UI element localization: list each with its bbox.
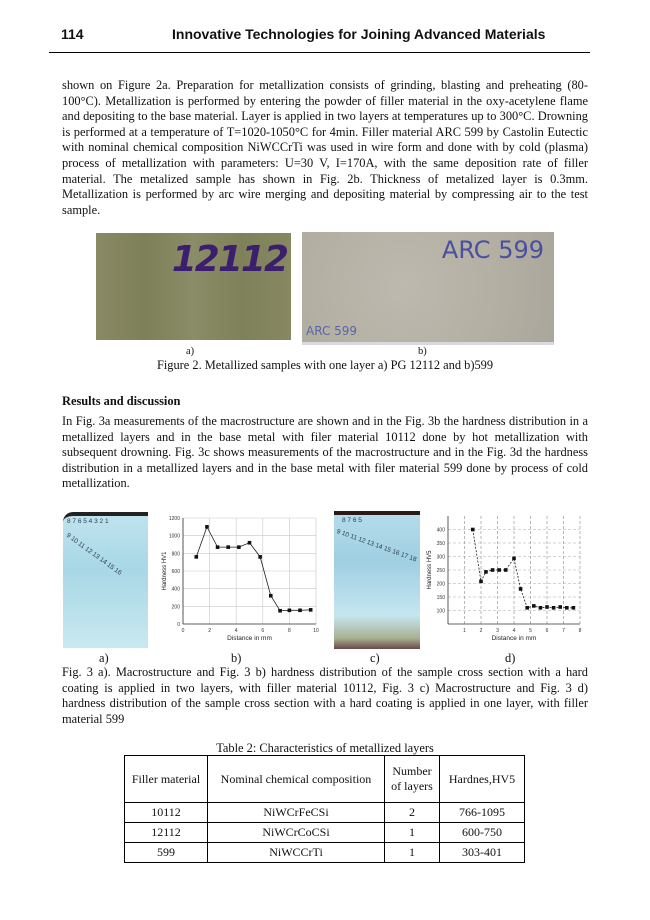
data-point — [545, 605, 549, 609]
table-cell: NiWCCrTi — [208, 843, 385, 863]
data-point — [309, 608, 313, 612]
figure-3-label-c: c) — [370, 651, 380, 665]
series-line — [473, 530, 574, 608]
table-cell: 303-401 — [440, 843, 525, 863]
data-point — [497, 568, 501, 572]
data-point — [558, 605, 562, 609]
table-cell: NiWCrCoCSi — [208, 823, 385, 843]
y-tick-label: 300 — [436, 554, 445, 561]
x-tick-label: 7 — [562, 628, 565, 634]
x-tick-label: 4 — [234, 628, 238, 634]
y-tick-label: 800 — [171, 551, 180, 558]
figure-2b-photo — [302, 232, 554, 345]
figure-3d-chart — [426, 512, 588, 640]
figure-3-label-b: b) — [231, 651, 242, 665]
body-paragraph-1: shown on Figure 2a. Preparation for metallization consists of grinding, blasting and preheating (80-100°C). Metallization is performed by entering the powder of filler material in the oxy-acetylene flame and depositing to the base material. Layer is applied in two layers at temperatures up to 300°C. Drowning is performed at a temperature of T=1020-1050°C for 4min. Filler material ARC 599 by Castolin Eutectic with nominal chemical composition NiWCCrTi was used in wire form and done with by cold (plasma) process of metallization with parameters: U=30 V, I=170A, with the same deposition rate of filler material. The metalized sample has shown in Fig. 2b. Thickness of metalized layer is 0.3mm. Metallization is performed by arc wire merging and depositing material by compressing air to the test sample. — [62, 78, 588, 217]
y-tick-label: 250 — [436, 568, 445, 574]
table-cell: 1 — [385, 843, 440, 863]
table-header-cell: Number of layers — [385, 756, 440, 803]
data-point — [532, 604, 536, 608]
data-point — [572, 606, 576, 610]
y-tick-label: 600 — [171, 569, 180, 575]
figure-3a-macrostructure — [63, 512, 148, 648]
x-tick-label: 5 — [529, 628, 532, 634]
data-point — [471, 528, 475, 532]
x-tick-label: 4 — [512, 628, 516, 634]
figure-3-label-d: d) — [505, 651, 516, 665]
data-point — [195, 555, 199, 559]
data-point — [205, 525, 209, 529]
table-row — [125, 843, 525, 863]
y-tick-label: 1000 — [168, 533, 180, 540]
x-tick-label: 2 — [479, 628, 483, 634]
photo-b-marking-top: ARC 599 — [441, 236, 544, 264]
x-tick-label: 6 — [261, 628, 265, 634]
data-point — [525, 606, 529, 610]
x-tick-label: 6 — [545, 628, 549, 634]
series-line — [196, 527, 310, 611]
y-tick-label: 400 — [171, 586, 180, 593]
data-point — [519, 587, 523, 591]
figure-2-label-a: a) — [186, 346, 195, 357]
table-header-row — [125, 756, 525, 803]
running-header — [49, 22, 590, 53]
figure-2-caption: Figure 2. Metallized samples with one layer a) PG 12112 and b)599 — [156, 358, 494, 372]
data-point — [269, 594, 273, 598]
x-axis-label: Distance in mm — [491, 635, 537, 640]
x-tick-label: 8 — [578, 628, 582, 634]
macro-c-diagonal-numbers: 9 10 11 12 13 14 15 16 17 18 — [335, 528, 418, 564]
y-axis-label: Hardness HV1 — [162, 551, 168, 591]
table-header-cell: Hardnes,HV5 — [440, 756, 525, 803]
figure-3-caption: Fig. 3 a). Macrostructure and Fig. 3 b) hardness distribution of the sample cross section with a hard coating is applied in two layers, with filler material 10112, Fig. 3 c) Macrostructure and Fig. 3 d) hardness distribution of the sample cross section with a hard coating is applied in one layer, with filler material 599 — [62, 665, 588, 726]
table-cell: 600-750 — [440, 823, 525, 843]
figure-3c-macrostructure — [334, 511, 420, 649]
y-tick-label: 0 — [177, 622, 180, 628]
data-point — [237, 545, 241, 549]
y-axis-label: Hardness HV5 — [427, 550, 433, 590]
data-point — [539, 606, 543, 610]
x-tick-label: 8 — [288, 628, 291, 634]
body-paragraph-2: In Fig. 3a measurements of the macrostructure are shown and in the Fig. 3b the hardness distribution in a metallized layers and in the base metal with filer material 10112 done by hot metallization with subsequent drowning. Fig. 3c shows measurements of the macrostructure and in the Fig. 3d the hardness distribution in a metallized layers and in the base metal with filer material 599 done by process of cold metallization. — [62, 414, 588, 491]
table-cell: 766-1095 — [440, 803, 525, 823]
data-point — [226, 545, 230, 549]
y-tick-label: 200 — [436, 581, 445, 588]
table-cell: 2 — [385, 803, 440, 823]
data-point — [288, 609, 292, 613]
data-point — [258, 555, 262, 559]
data-point — [552, 606, 556, 610]
table-cell: 599 — [125, 843, 208, 863]
figure-3b-chart — [160, 512, 325, 640]
macro-c-top-numbers: 8 7 6 5 — [342, 517, 362, 524]
data-point — [484, 570, 488, 574]
y-tick-label: 150 — [436, 595, 445, 601]
page-number: 114 — [61, 26, 84, 42]
table-cell: 1 — [385, 823, 440, 843]
x-tick-label: 0 — [181, 628, 185, 634]
running-title: Innovative Technologies for Joining Advanced Materials — [172, 26, 546, 42]
figure-2a-photo — [96, 233, 291, 340]
data-point — [479, 580, 483, 584]
y-tick-label: 1200 — [168, 516, 180, 522]
figure-3-label-a: a) — [99, 651, 109, 665]
data-point — [504, 568, 508, 572]
y-tick-label: 350 — [436, 541, 445, 547]
data-point — [512, 557, 516, 561]
y-tick-label: 200 — [171, 604, 180, 611]
x-tick-label: 10 — [313, 628, 319, 634]
section-heading: Results and discussion — [62, 394, 181, 408]
table-cell: 10112 — [125, 803, 208, 823]
table-cell: NiWCrFeCSi — [208, 803, 385, 823]
table-row — [125, 823, 525, 843]
x-tick-label: 2 — [208, 628, 211, 634]
x-tick-label: 3 — [496, 628, 499, 634]
y-tick-label: 400 — [436, 527, 445, 534]
photo-b-marking-bottom: ARC 599 — [306, 324, 358, 338]
data-point — [491, 568, 495, 572]
table-row — [125, 803, 525, 823]
x-axis-label: Distance in mm — [227, 635, 272, 640]
data-point — [216, 545, 220, 549]
y-tick-label: 100 — [436, 608, 445, 615]
table-header-cell: Filler material — [125, 756, 208, 803]
figure-2-label-b: b) — [418, 346, 427, 357]
macro-a-diagonal-numbers: 9 10 11 12 13 14 15 16 — [64, 532, 123, 577]
data-point — [298, 609, 302, 613]
table-cell: 12112 — [125, 823, 208, 843]
table-header-cell: Nominal chemical composition — [208, 756, 385, 803]
x-tick-label: 1 — [463, 628, 466, 634]
table-caption: Table 2: Characteristics of metallized layers — [216, 741, 434, 755]
data-point — [248, 541, 252, 545]
data-point — [278, 609, 282, 613]
data-point — [565, 606, 569, 610]
macro-a-top-numbers: 8 7 6 5 4 3 2 1 — [67, 518, 109, 525]
photo-a-marking: 12112 — [171, 239, 287, 280]
characteristics-table — [124, 755, 525, 863]
